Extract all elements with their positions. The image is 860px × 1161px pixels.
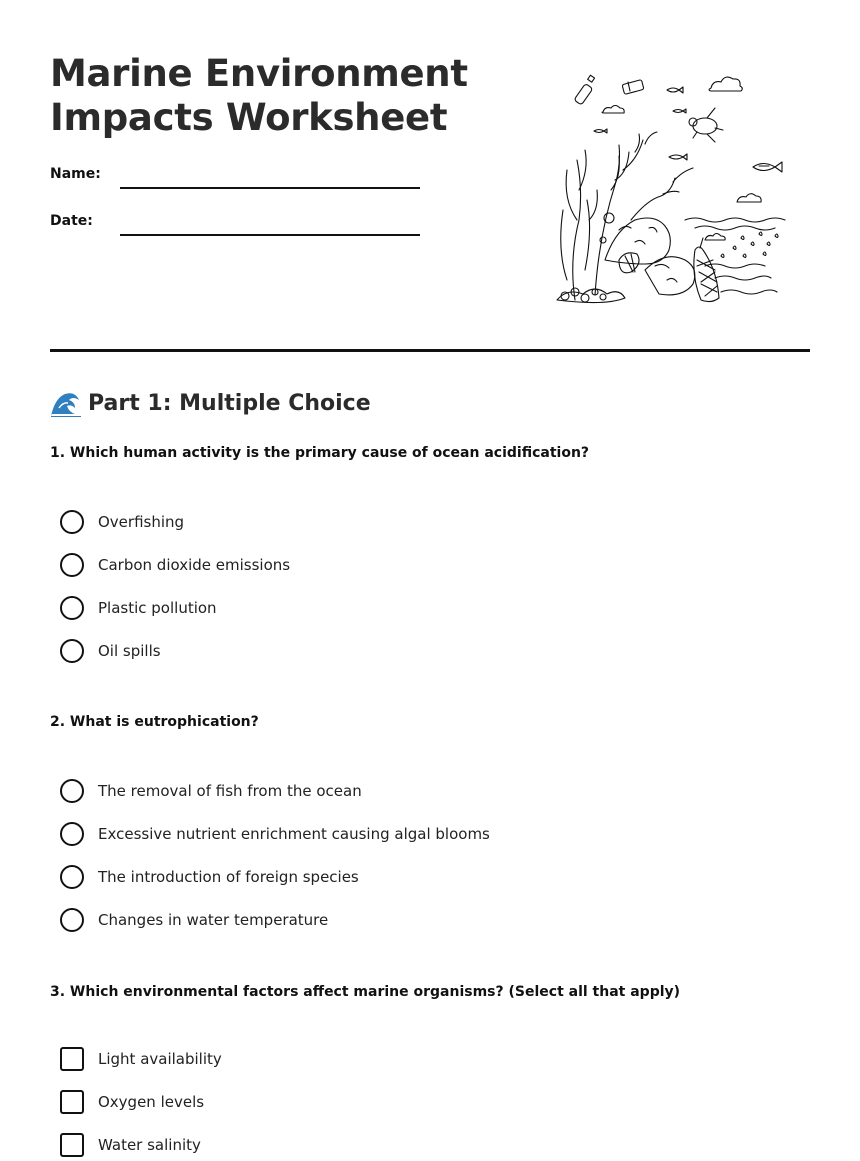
cloud-icon [709,77,742,91]
question-1-option-1[interactable] [60,509,184,535]
option-label: The removal of fish from the ocean [98,782,362,800]
fishing-net-icon [694,238,719,302]
question-2: 2. What is eutrophication? [50,714,259,730]
part1-title: Part 1: Multiple Choice [88,391,371,416]
radio-button[interactable] [60,639,84,663]
fish-icon [594,129,607,133]
cloud-icon [737,194,761,202]
option-label: Oil spills [98,642,161,660]
option-label: Light availability [98,1050,222,1068]
fish-icon [667,87,683,93]
cloud-icon [602,106,624,114]
question-2-option-1[interactable] [60,778,362,804]
option-label: Oxygen levels [98,1093,205,1111]
option-label: Water salinity [98,1136,201,1154]
question-1-option-4[interactable] [60,638,161,664]
part1-heading [50,388,371,420]
bottle-icon [574,75,595,105]
cloud-icon [705,234,725,241]
worksheet-title: Marine Environment Impacts Worksheet [50,52,468,139]
option-label: Excessive nutrient enrichment causing algal blooms [98,825,490,843]
ocean-pollution-illustration [545,70,790,310]
name-field[interactable] [120,187,420,189]
radio-button[interactable] [60,596,84,620]
question-3: 3. Which environmental factors affect marine organisms? (Select all that apply) [50,984,681,1000]
question-1-option-2[interactable] [60,552,290,578]
option-label: Carbon dioxide emissions [98,556,291,574]
option-label: Changes in water temperature [98,911,329,929]
checkbox[interactable] [60,1133,84,1157]
fish-icon [753,162,782,172]
section-divider [50,349,810,352]
fish-icon [673,109,686,113]
water-waves-icon [685,218,785,294]
radio-button[interactable] [60,865,84,889]
name-label: Name: [50,166,101,182]
checkbox[interactable] [60,1090,84,1114]
date-field[interactable] [120,234,420,236]
question-2-option-2[interactable] [60,821,490,847]
checkbox[interactable] [60,1047,84,1071]
radio-button[interactable] [60,779,84,803]
date-label: Date: [50,213,93,229]
radio-button[interactable] [60,822,84,846]
radio-button[interactable] [60,553,84,577]
question-1-option-3[interactable] [60,595,217,621]
option-label: Plastic pollution [98,599,217,617]
turtle-icon [689,108,723,142]
rain-drops-icon [721,232,778,258]
radio-button[interactable] [60,510,84,534]
radio-button[interactable] [60,908,84,932]
wave-icon [50,390,82,418]
question-3-option-2[interactable] [60,1089,204,1115]
option-label: Overfishing [98,513,185,531]
question-1: 1. Which human activity is the primary cause of ocean acidification? [50,445,590,461]
can-icon [622,80,644,95]
option-label: The introduction of foreign species [98,868,359,886]
question-2-option-3[interactable] [60,864,359,890]
coral-reef-icon [557,132,695,303]
question-3-option-1[interactable] [60,1046,222,1072]
question-3-option-3[interactable] [60,1132,201,1158]
fish-icon [669,154,687,160]
question-2-option-4[interactable] [60,907,328,933]
